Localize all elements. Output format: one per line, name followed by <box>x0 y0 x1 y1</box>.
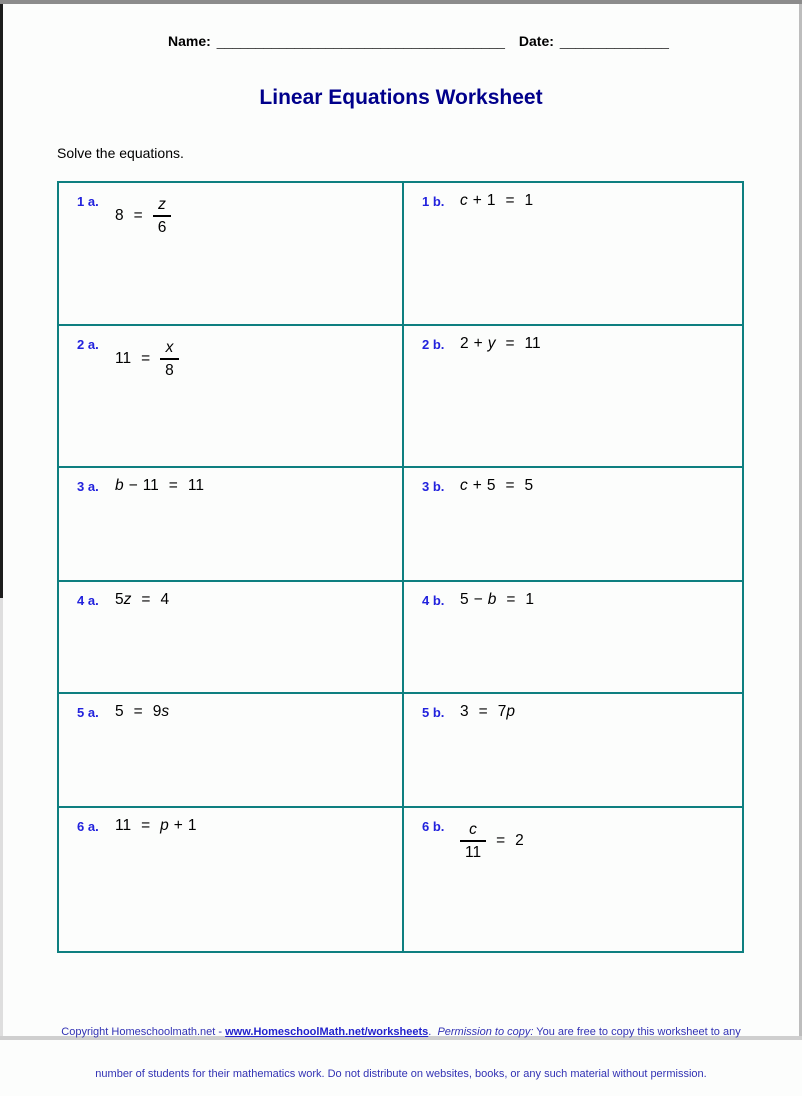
worksheets-link[interactable]: www.HomeschoolMath.net/worksheets <box>225 1026 429 1039</box>
name-date-header <box>168 33 669 49</box>
equation-token: 5 <box>115 591 124 608</box>
problem-cell <box>59 580 402 692</box>
equation-token: 4 <box>160 591 170 608</box>
equation-token: = <box>168 477 178 494</box>
problem-cell <box>402 324 742 466</box>
equation-token: 2 <box>515 832 524 850</box>
equation <box>115 196 171 236</box>
problem-label: 5 a. <box>77 705 99 720</box>
fraction-denominator: 8 <box>160 358 179 379</box>
equation-token: = <box>141 591 151 608</box>
fraction-denominator: 6 <box>153 215 172 236</box>
equation-token: = <box>141 350 151 368</box>
equation-token: = <box>478 703 488 720</box>
footer-line-1 <box>0 1025 802 1039</box>
name-blank-line: _____________________________________ <box>216 33 505 49</box>
equation-token: s <box>161 703 170 720</box>
equation <box>460 335 541 353</box>
problem-cell <box>59 806 402 951</box>
equation <box>115 591 169 609</box>
problem-label: 6 b. <box>422 819 445 834</box>
page-edge-left-light <box>0 598 3 1036</box>
problems-table <box>57 181 744 953</box>
footer-line-2: number of students for their mathematics work. Do not distribute on websites, books, or any such material without permission. <box>95 1068 707 1081</box>
equation-token: − <box>473 591 483 608</box>
equation-token: + <box>473 335 483 352</box>
equation-token: 5 <box>524 477 534 494</box>
equation-token: 11 <box>115 350 132 368</box>
equation-token: 1 <box>524 192 534 209</box>
problem-label: 4 a. <box>77 593 99 608</box>
equation-token: 11 <box>115 817 132 834</box>
problem-cell <box>59 692 402 806</box>
equation-token: = <box>506 591 516 608</box>
equation <box>115 339 179 379</box>
equation-token: 1 <box>187 817 197 834</box>
equation-token: p <box>160 817 169 834</box>
equation-token: z <box>123 591 132 608</box>
problem-cell <box>402 692 742 806</box>
equation-token: 8 <box>115 207 124 225</box>
equation <box>460 192 533 210</box>
footer-after-link: . <box>428 1026 438 1039</box>
instructions-text: Solve the equations. <box>57 145 184 161</box>
equation-token: = <box>505 335 515 352</box>
problem-cell <box>402 806 742 951</box>
equation-token: + <box>472 192 482 209</box>
equation-token: 11 <box>142 477 159 494</box>
equation-token: + <box>173 817 183 834</box>
problem-cell <box>402 580 742 692</box>
problem-cell <box>402 183 742 324</box>
equation-token: − <box>128 477 138 494</box>
equation-token: 1 <box>486 192 496 209</box>
problem-cell <box>59 324 402 466</box>
footer-copyright-text: Copyright Homeschoolmath.net - <box>61 1026 226 1039</box>
equation-token: 2 <box>460 335 469 352</box>
fraction-numerator: x <box>165 339 174 356</box>
page-edge-top <box>0 0 802 4</box>
problem-cell <box>59 183 402 324</box>
equation-token: c <box>460 477 468 494</box>
equation <box>460 821 524 861</box>
fraction-numerator: z <box>158 196 166 213</box>
equation-token: = <box>141 817 151 834</box>
footer-line1-rest: You are free to copy this worksheet to any <box>533 1026 741 1039</box>
equation-token: b <box>115 477 124 494</box>
problem-label: 3 b. <box>422 479 445 494</box>
equation-token: = <box>496 832 506 850</box>
problem-label: 3 a. <box>77 479 99 494</box>
equation-token: b <box>487 591 497 608</box>
equation-token: = <box>505 192 515 209</box>
date-blank-line: ______________ <box>559 33 669 49</box>
equation-token: 11 <box>524 335 541 352</box>
equation-token: 5 <box>460 591 469 608</box>
equation <box>115 817 196 835</box>
problem-label: 2 a. <box>77 337 99 352</box>
fraction <box>153 196 172 236</box>
equation <box>460 703 515 721</box>
problem-label: 2 b. <box>422 337 445 352</box>
equation-token: 11 <box>187 477 204 494</box>
fraction-denominator: 11 <box>460 840 486 861</box>
equation <box>115 477 204 495</box>
problem-cell <box>59 466 402 580</box>
page-title: Linear Equations Worksheet <box>259 86 543 109</box>
equation-token: 1 <box>525 591 534 608</box>
fraction <box>460 821 486 861</box>
equation-token: y <box>487 335 496 352</box>
fraction <box>160 339 179 379</box>
equation <box>115 703 169 721</box>
equation-token: 5 <box>115 703 124 720</box>
problem-label: 1 a. <box>77 194 99 209</box>
equation-token: = <box>133 207 143 225</box>
footer-copyright <box>0 997 802 1096</box>
equation-token: = <box>505 477 515 494</box>
problem-label: 4 b. <box>422 593 445 608</box>
date-label: Date: <box>518 33 554 49</box>
equation-token: 3 <box>460 703 469 720</box>
equation-token: 9 <box>152 703 162 720</box>
equation <box>460 477 533 495</box>
footer-permission-label: Permission to copy: <box>437 1026 534 1039</box>
equation-token: 5 <box>486 477 496 494</box>
equation <box>460 591 534 609</box>
problem-label: 1 b. <box>422 194 445 209</box>
equation-token: c <box>460 192 468 209</box>
fraction-numerator: c <box>469 821 477 838</box>
problem-cell <box>402 466 742 580</box>
problem-label: 6 a. <box>77 819 99 834</box>
equation-token: + <box>472 477 482 494</box>
equation-token: p <box>506 703 515 720</box>
equation-token: = <box>133 703 143 720</box>
name-label: Name: <box>168 33 211 49</box>
problem-label: 5 b. <box>422 705 445 720</box>
equation-token: 7 <box>497 703 507 720</box>
